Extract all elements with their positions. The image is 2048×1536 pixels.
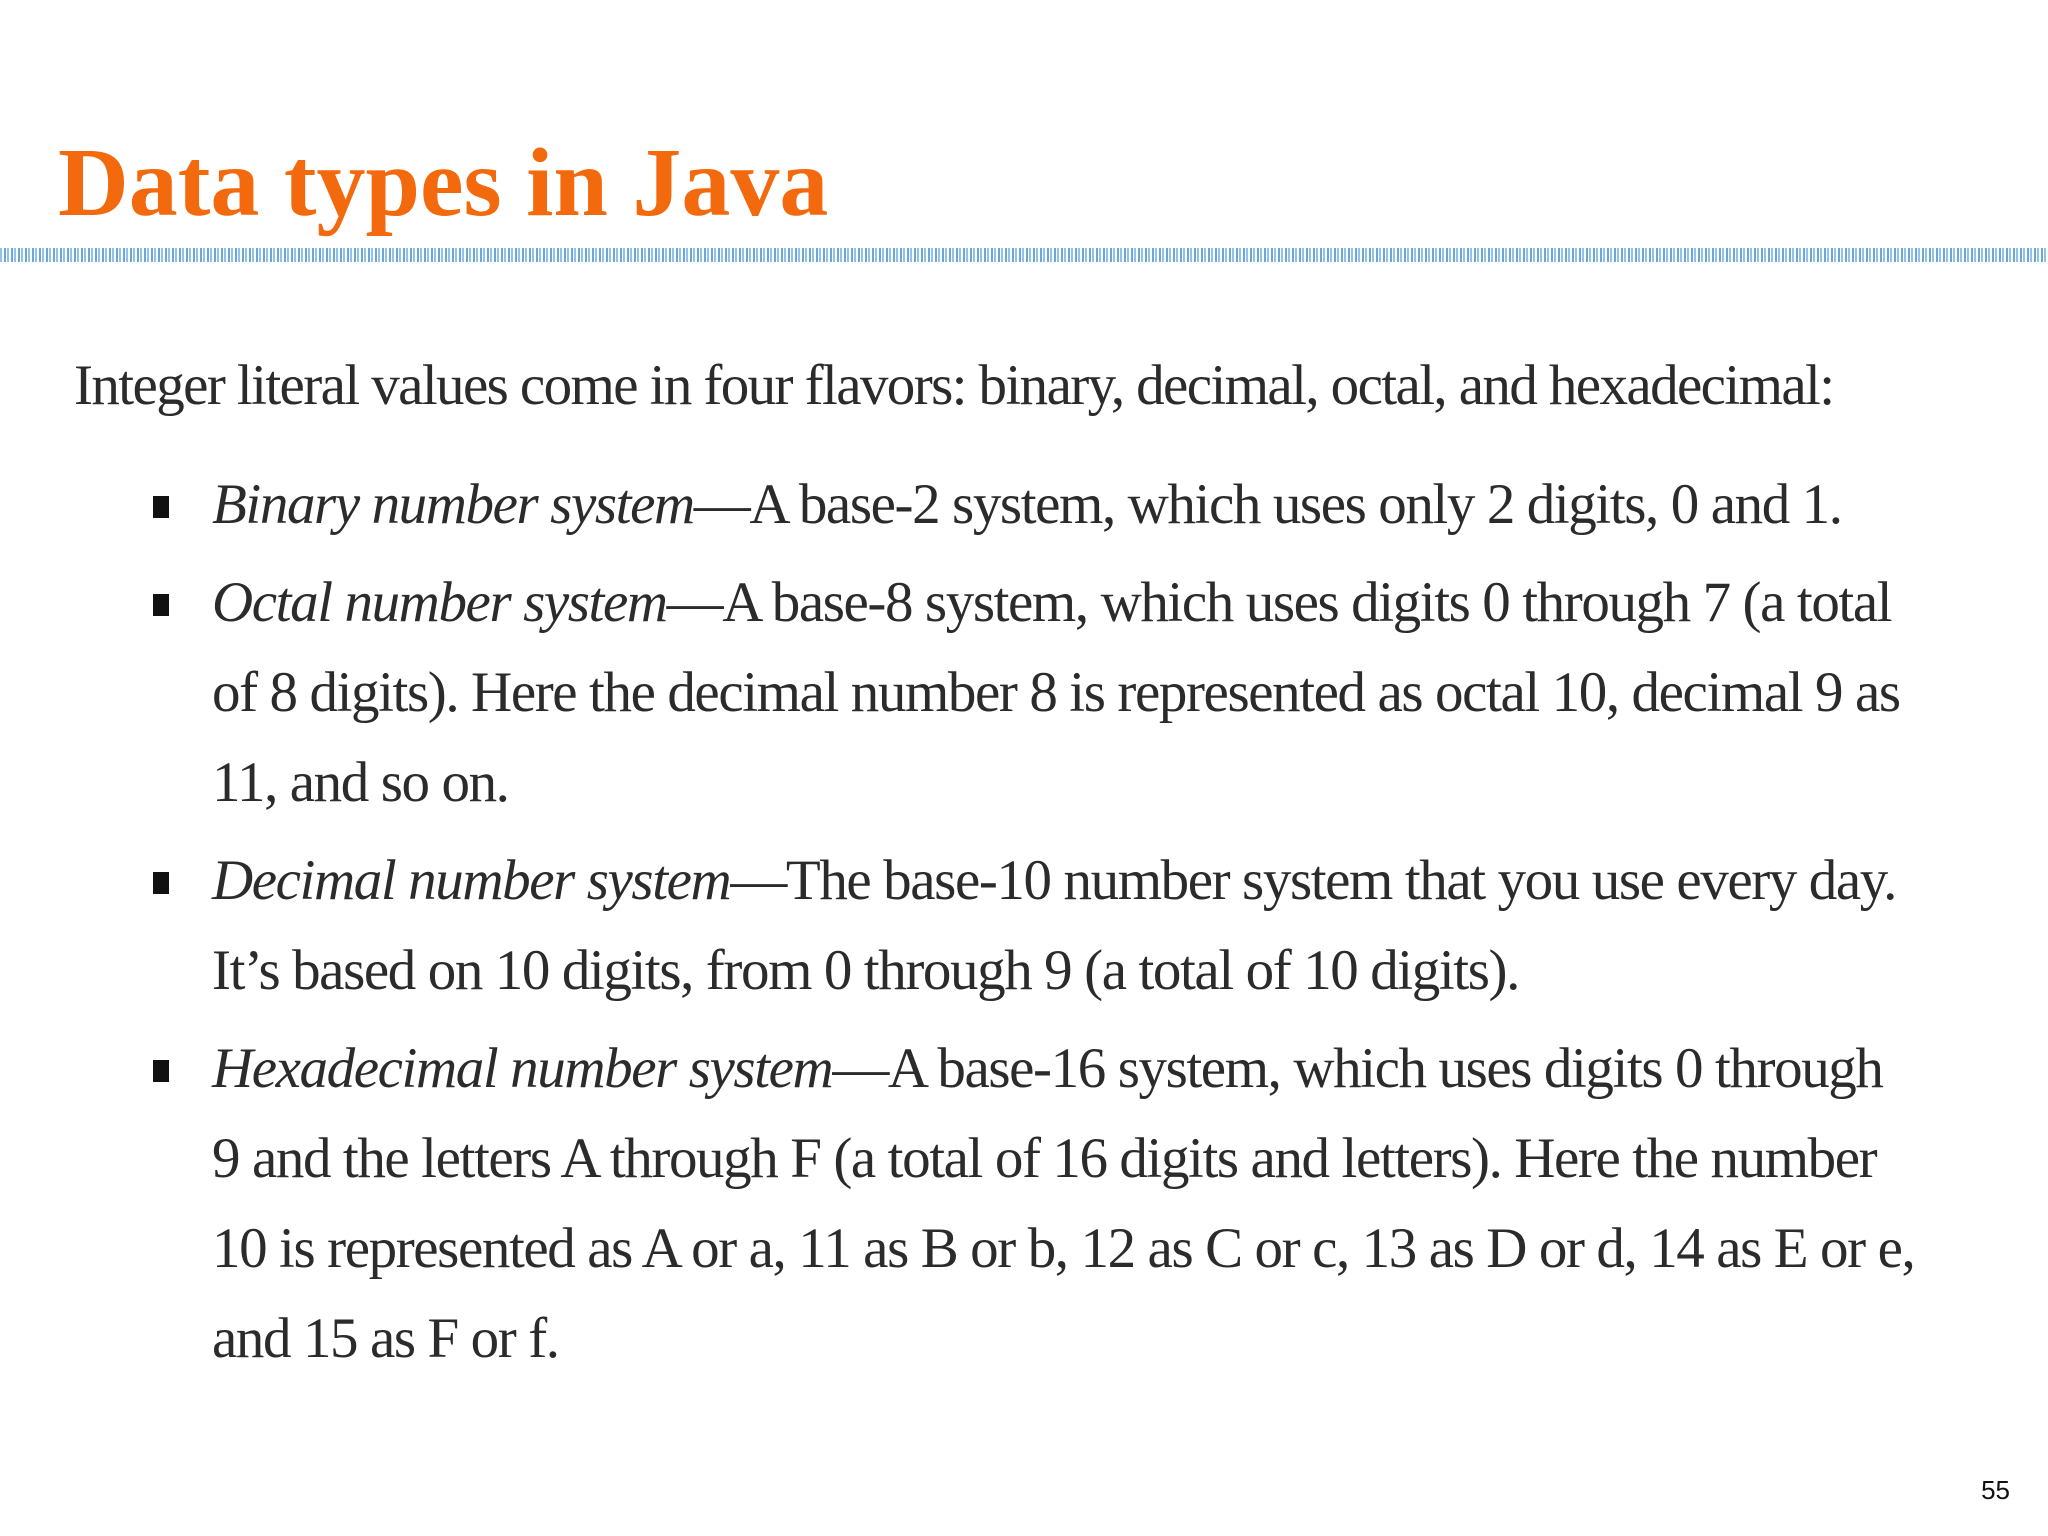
description-hexadecimal: —A base-16 system, which uses digits 0 through 9 and the letters A through F (a total of 16 digits and letters). Here the number 10 is represented as A or a, 11 as B or b, 12 as C or c, 13 as D or d, 14 as E or e, and 15 as F or f.	[212, 1037, 1915, 1370]
term-decimal: Decimal number system	[212, 849, 731, 912]
description-binary: —A base-2 system, which uses only 2 digits, 0 and 1.	[693, 473, 1842, 536]
term-octal: Octal number system	[212, 571, 667, 634]
list-item-decimal	[146, 836, 1916, 1016]
list-item-octal	[146, 558, 1916, 828]
list-item-binary	[146, 460, 1916, 550]
term-hexadecimal: Hexadecimal number system	[212, 1037, 833, 1100]
description-decimal: —The base-10 number system that you use every day. It’s based on 10 digits, from 0 through 9 (a total of 10 digits).	[212, 849, 1897, 1002]
description-octal: —A base-8 system, which uses digits 0 through 7 (a total of 8 digits). Here the decimal number 8 is represented as octal 10, decimal 9 as 11, and so on.	[212, 571, 1900, 814]
square-bullet-icon	[153, 594, 169, 616]
title-divider	[0, 248, 2048, 262]
intro-text: Integer literal values come in four flavors: binary, decimal, octal, and hexadecimal:	[74, 354, 1834, 417]
slide-title: Data types in Java	[58, 129, 829, 237]
term-binary: Binary number system	[212, 473, 694, 536]
square-bullet-icon	[153, 496, 169, 518]
list-item-hexadecimal	[146, 1024, 1916, 1384]
page-number: 55	[1981, 1475, 2010, 1505]
square-bullet-icon	[153, 872, 169, 894]
number-system-list	[146, 460, 1916, 1392]
square-bullet-icon	[153, 1060, 169, 1082]
